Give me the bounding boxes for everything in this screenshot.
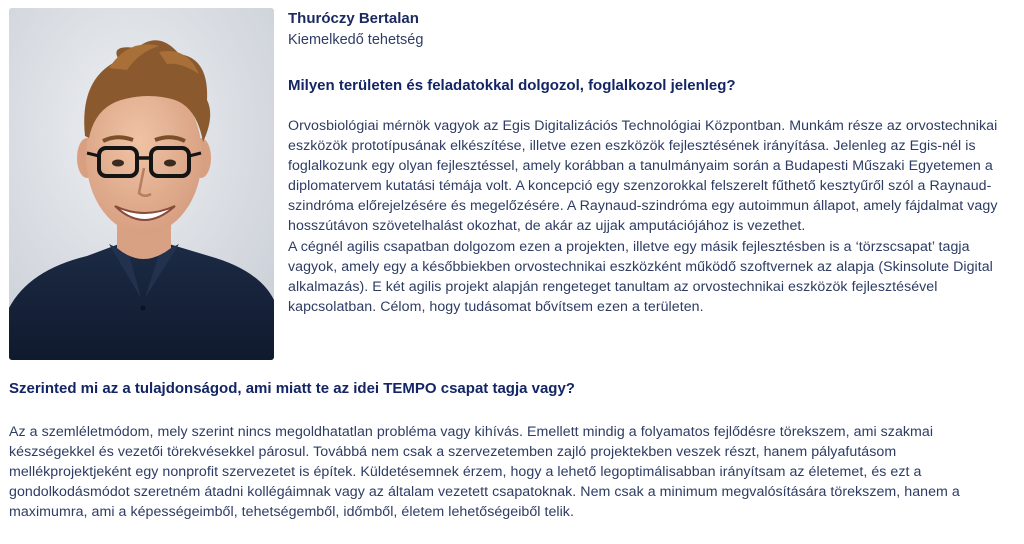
answer-1-paragraph-1: Orvosbiológiai mérnök vagyok az Egis Digitalizációs Technológiai Központban. Munkám része az orvostechnikai eszközök prototípusának elkészítése, illetve ezen eszközök fejlesztésének irányítása. Jelenleg az Egis-nél is foglalkozunk egy olyan fejlesztéssel, amely korábban a tanulmányaim során a Budapesti Műszaki Egyetemen a diplomatervem kutatási témája volt. A koncepció egy szenzorokkal felszerelt fűthető kesztyűről szól a Raynaud-szindróma előrejelzésére és megelőzésére. A Raynaud-szindróma egy autoimmun állapot, amely fájdalmat vagy hosszútávon szövetelhalást okozhat, de akár az ujjak amputációjához is vezethet. xyxy=(288,118,998,235)
question-1: Milyen területen és feladatokkal dolgozol, foglalkozol jelenleg? xyxy=(288,77,736,94)
answer-1 xyxy=(288,116,1018,317)
profile-photo xyxy=(9,8,274,360)
answer-2: Az a szemléletmódom, mely szerint nincs megoldhatatlan probléma vagy kihívás. Emellett mindig a folyamatos fejlődésre törekszem, ami szakmai készségekkel és vezetői törekvésekkel párosul. Továbbá nem csak a szervezetemben zajló projektekben veszek részt, hanem pályafutásom mellékprojektjeként egy nonprofit szervezetet is építek. Küldetésemnek érzem, hogy a lehető legoptimálisabban irányítsam az életemet, és ezt a gondolkodásmódot szeretném átadni kollégáimnak vagy az általam vezetett csapatoknak. Nem csak a minimum megvalósítására törekszem, hanem a maximumra, ami a képességeimből, tehetségemből, időmből, életem lehetőségeiből telik. xyxy=(9,424,960,521)
portrait-image xyxy=(9,8,274,360)
profile-header-and-first-answer xyxy=(288,9,1018,317)
second-question-section xyxy=(9,379,1019,522)
answer-1-paragraph-2: A cégnél agilis csapatban dolgozom ezen a projekten, illetve egy másik fejlesztésben is a ‘törzscsapat’ tagja vagyok, amely egy a későbbiekben orvostechnikai eszközként működő szoftvernek az alapja (Skinsolute Digital alkalmazás). E két agilis projekt alapján rengeteget tanultam az orvostechnikai eszközök fejlesztésével kapcsolatban. Célom, hogy tudásomat bővítsem ezen a területen. xyxy=(288,238,993,315)
person-name: Thuróczy Bertalan xyxy=(288,10,419,27)
question-2: Szerinted mi az a tulajdonságod, ami miatt te az idei TEMPO csapat tagja vagy? xyxy=(9,380,575,397)
person-subtitle: Kiemelkedő tehetség xyxy=(288,32,424,48)
